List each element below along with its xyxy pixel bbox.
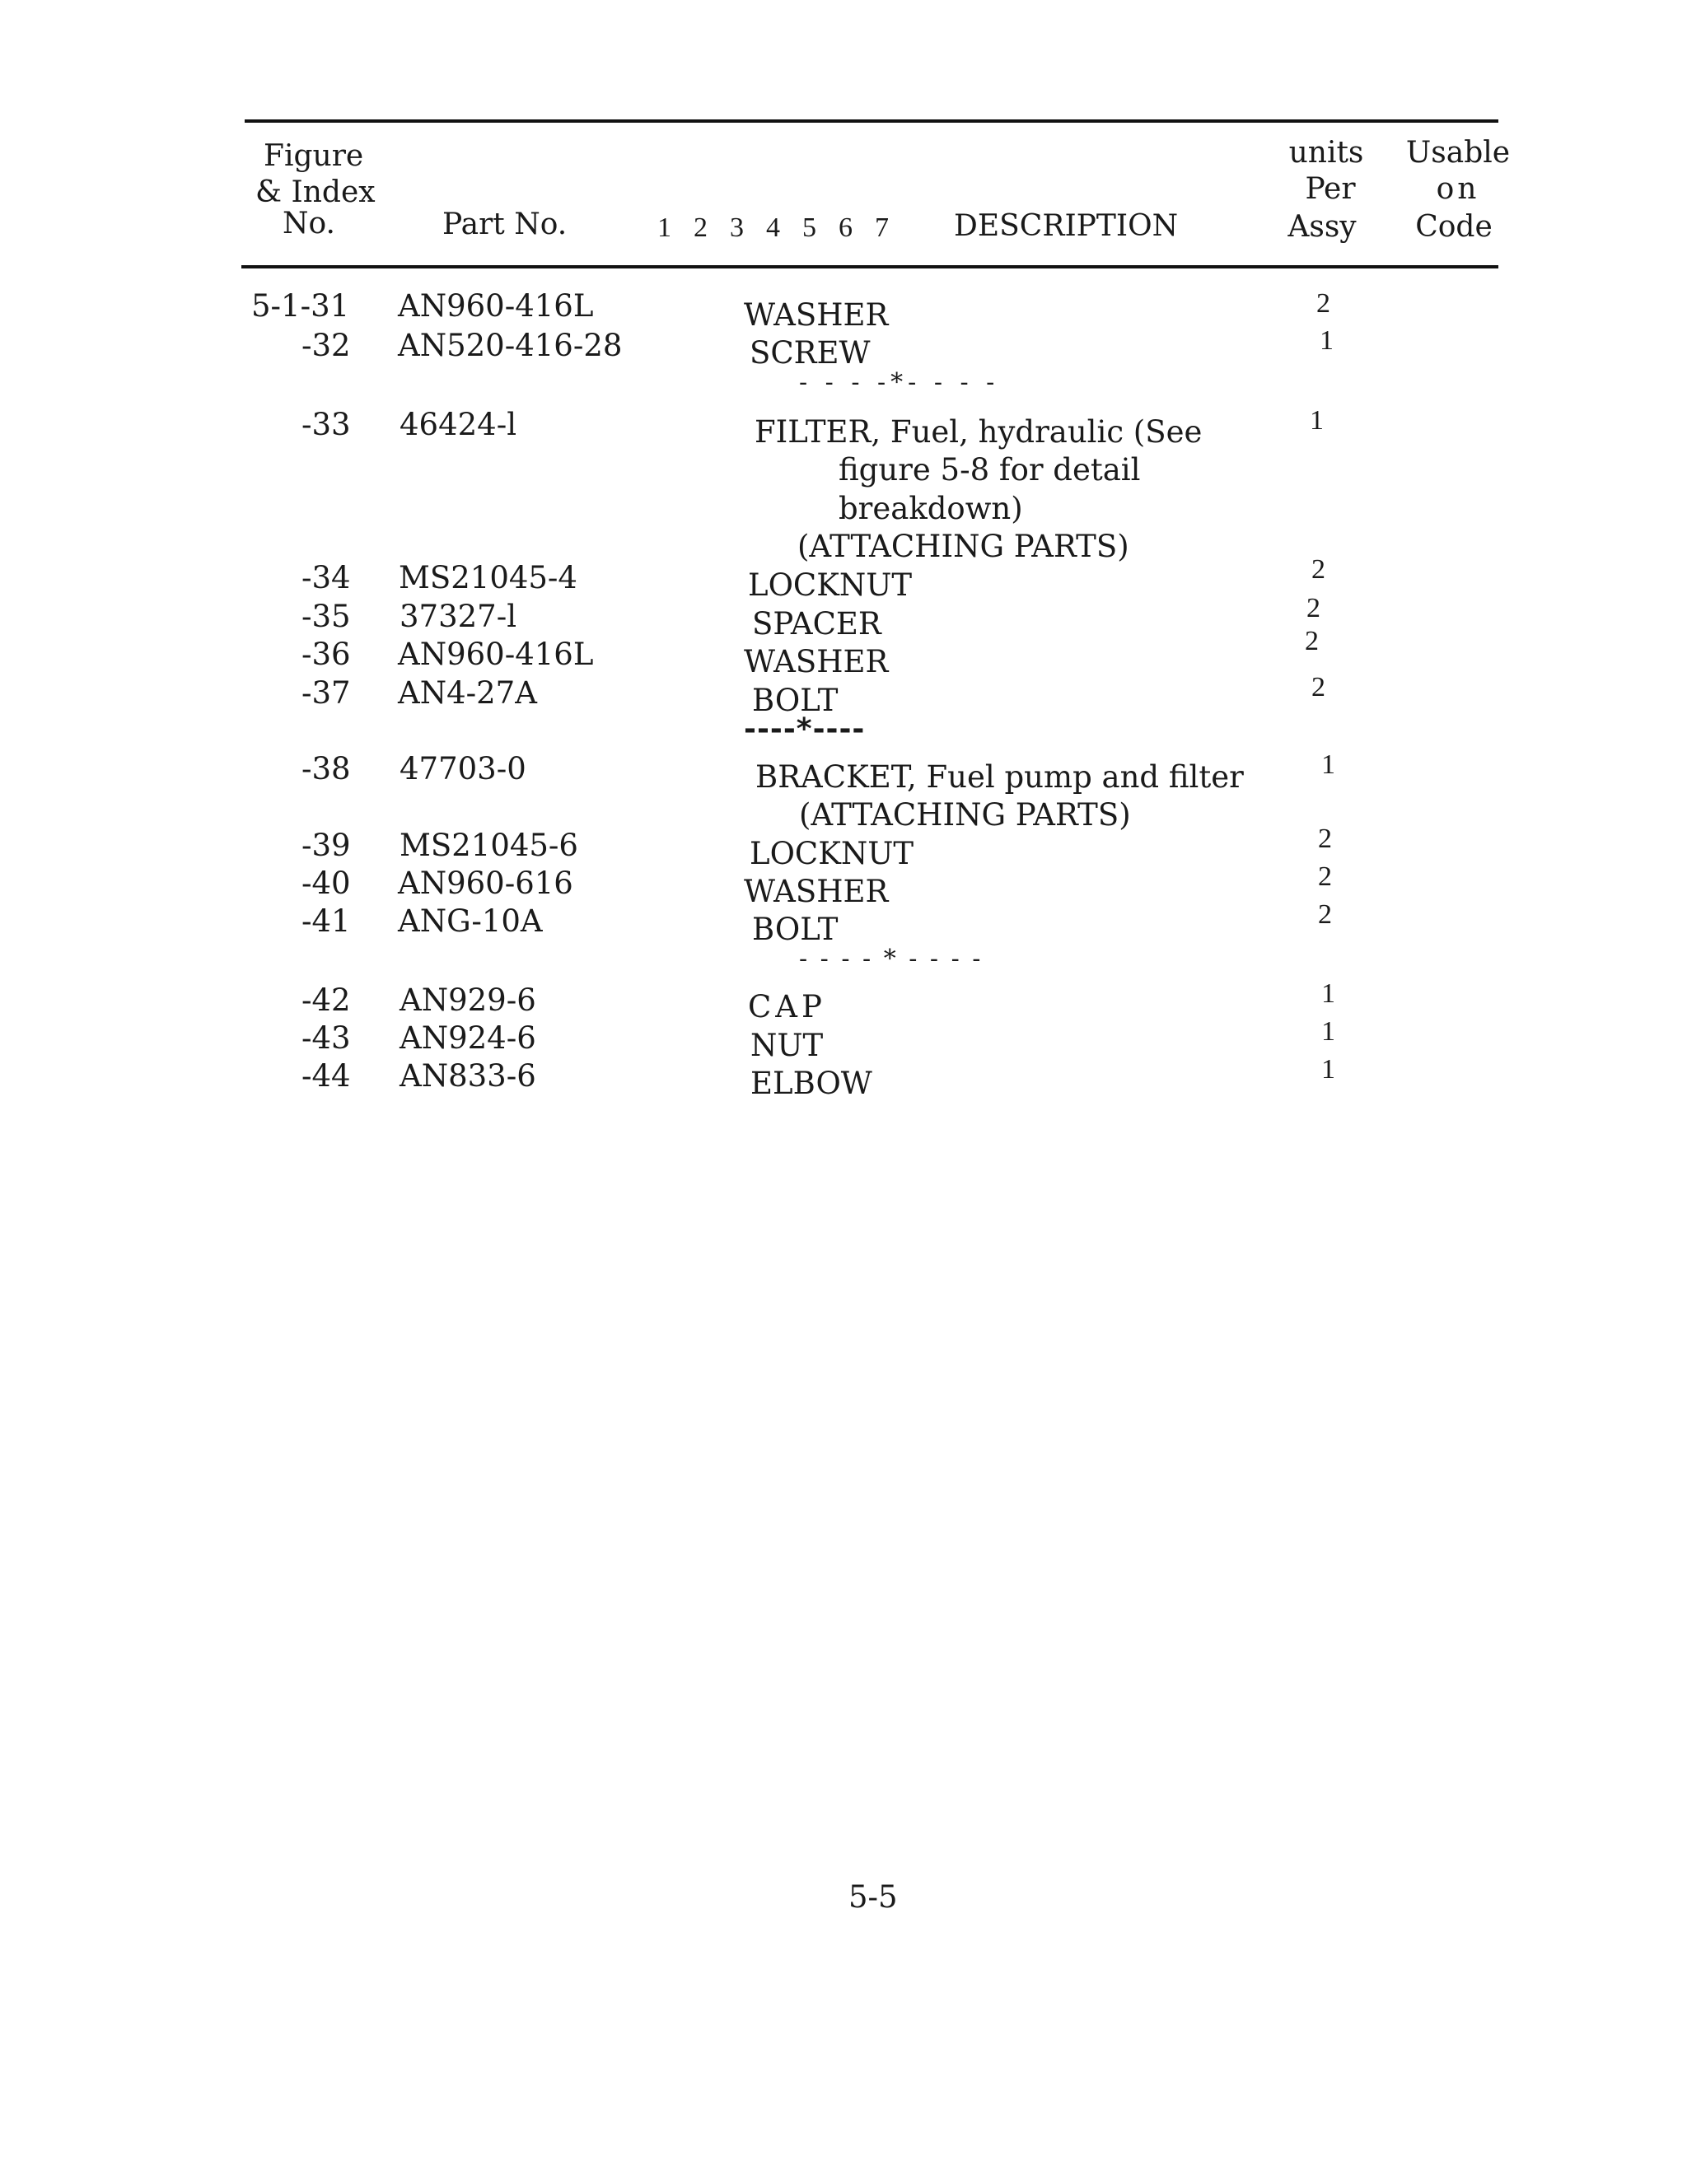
part-number: AN960-416L	[398, 288, 594, 324]
description: BOLT	[752, 683, 839, 718]
header-assy: Assy	[1287, 210, 1357, 244]
part-number: AN960-416L	[398, 637, 594, 672]
description: NUT	[750, 1028, 824, 1063]
part-number: ANG-10A	[398, 903, 543, 939]
units-per-assy: 1	[1310, 405, 1324, 436]
indent-col-1: 1	[657, 212, 671, 243]
figure-index: -38	[301, 751, 351, 786]
description: LOCKNUT	[748, 567, 913, 603]
part-number: AN960-616	[398, 866, 573, 901]
figure-index: -36	[301, 637, 351, 672]
header-description: DESCRIPTION	[954, 209, 1179, 243]
attaching-parts-label: (ATTACHING PARTS)	[797, 529, 1129, 564]
units-per-assy: 2	[1318, 899, 1332, 930]
figure-index: 5-1-31	[251, 288, 350, 324]
description: CAP	[748, 989, 826, 1024]
separator: - - - - * - - - -	[799, 945, 984, 973]
indent-col-5: 5	[802, 212, 816, 243]
header-on: on	[1436, 172, 1480, 206]
description-continued: breakdown)	[839, 491, 1023, 526]
description: SCREW	[750, 335, 871, 371]
part-number: AN520-416-28	[398, 328, 623, 363]
units-per-assy: 2	[1311, 554, 1325, 585]
figure-index: -32	[301, 328, 351, 363]
figure-index: -35	[301, 599, 351, 634]
part-number: AN4-27A	[398, 675, 537, 711]
units-per-assy: 2	[1316, 288, 1330, 319]
part-number: AN833-6	[400, 1058, 536, 1094]
units-per-assy: 1	[1320, 325, 1334, 356]
description: WASHER	[744, 874, 889, 909]
header-no: No.	[283, 207, 335, 240]
figure-index: -40	[301, 866, 351, 901]
figure-index: -37	[301, 675, 351, 711]
description: SPACER	[752, 606, 881, 642]
description: BOLT	[752, 912, 839, 947]
units-per-assy: 2	[1318, 861, 1332, 892]
units-per-assy: 1	[1321, 1054, 1335, 1085]
indent-col-7: 7	[875, 212, 889, 243]
part-number: MS21045-6	[400, 828, 578, 863]
page-number: 5-5	[848, 1879, 898, 1915]
units-per-assy: 1	[1321, 1016, 1335, 1047]
units-per-assy: 2	[1306, 593, 1320, 623]
header-index: & Index	[255, 175, 376, 209]
header-units: units	[1288, 136, 1364, 170]
header-code: Code	[1415, 210, 1493, 244]
part-number: 47703-0	[400, 751, 526, 786]
part-number: AN924-6	[400, 1020, 536, 1056]
figure-index: -33	[301, 407, 351, 442]
description: LOCKNUT	[750, 836, 914, 871]
indent-col-4: 4	[766, 212, 780, 243]
part-number: AN929-6	[400, 982, 536, 1018]
header-bottom-rule	[241, 265, 1498, 268]
units-per-assy: 2	[1305, 626, 1319, 656]
figure-index: -42	[301, 982, 351, 1018]
figure-index: -41	[301, 903, 351, 939]
indent-col-2: 2	[694, 212, 708, 243]
description-continued: figure 5-8 for detail	[839, 452, 1141, 488]
part-number: 46424-l	[400, 407, 517, 442]
attaching-parts-label: (ATTACHING PARTS)	[799, 797, 1131, 833]
figure-index: -43	[301, 1020, 351, 1056]
figure-index: -44	[301, 1058, 351, 1094]
header-per: Per	[1305, 172, 1356, 206]
header-usable: Usable	[1405, 136, 1511, 170]
figure-index: -39	[301, 828, 351, 863]
units-per-assy: 2	[1311, 672, 1325, 702]
description: FILTER, Fuel, hydraulic (See	[755, 414, 1203, 450]
part-number: 37327-l	[400, 599, 517, 634]
indent-col-6: 6	[839, 212, 853, 243]
header-top-rule	[245, 119, 1498, 123]
units-per-assy: 1	[1321, 978, 1335, 1009]
description: WASHER	[744, 644, 889, 679]
header-indent-columns	[657, 211, 911, 242]
part-number: MS21045-4	[399, 560, 577, 595]
header-figure: Figure	[264, 139, 364, 173]
figure-index: -34	[301, 560, 351, 595]
indent-col-3: 3	[730, 212, 744, 243]
description: BRACKET, Fuel pump and filter	[755, 759, 1244, 795]
header-part-no: Part No.	[442, 208, 568, 241]
units-per-assy: 1	[1321, 749, 1335, 780]
separator: - - - -*- - - -	[799, 368, 1000, 397]
separator: ----*----	[744, 712, 866, 746]
description: WASHER	[744, 297, 889, 333]
units-per-assy: 2	[1318, 824, 1332, 854]
description: ELBOW	[750, 1066, 872, 1101]
